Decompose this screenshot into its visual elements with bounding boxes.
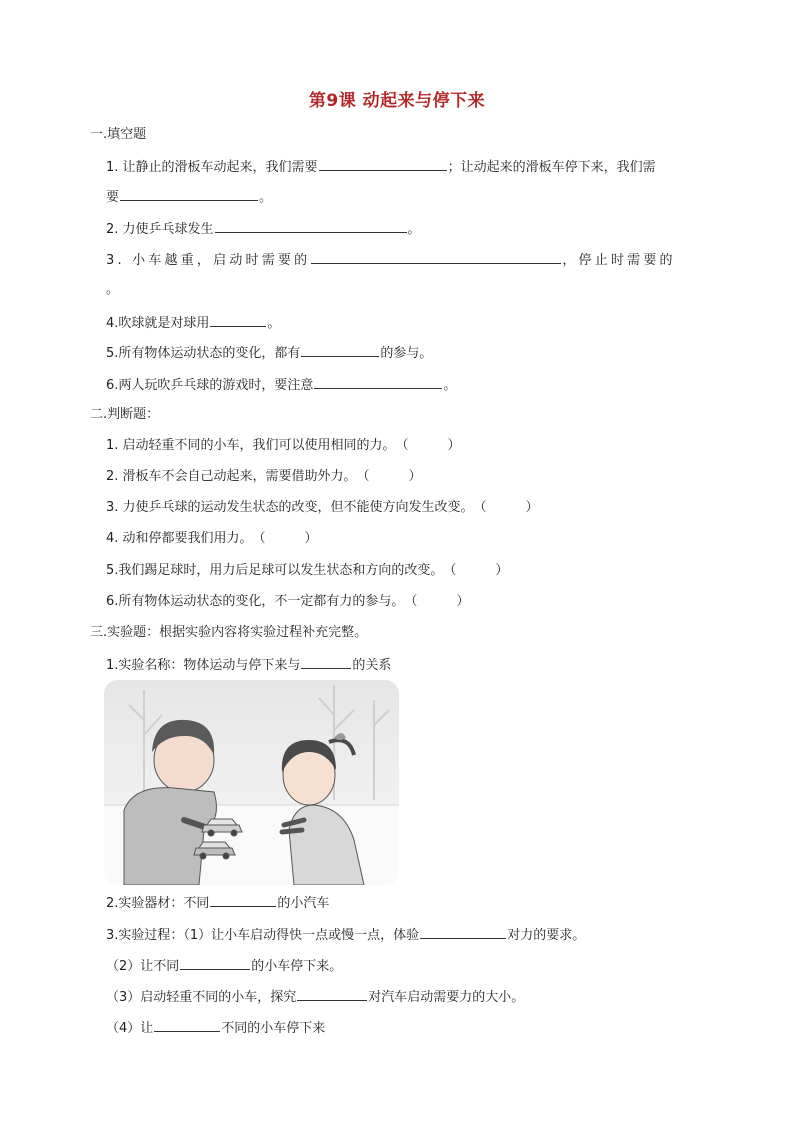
question-text: 5.所有物体运动状态的变化，都有	[106, 346, 301, 361]
question-text: 6.两人玩吹乒乓球的游戏时，要注意	[106, 378, 314, 393]
judge-text: 2. 滑板车不会自己动起来，需要借助外力。	[106, 469, 357, 484]
answer-blank[interactable]	[301, 655, 351, 669]
answer-blank[interactable]	[210, 893, 276, 907]
experiment-process-3	[106, 987, 524, 1007]
question-5	[106, 343, 432, 363]
judge-item	[106, 562, 508, 580]
question-text: 3.实验过程：（1）让小车启动得快一点或慢一点，体验	[106, 928, 420, 943]
question-1-continued	[106, 187, 272, 207]
question-text: 对汽车启动需要力的大小。	[368, 990, 525, 1005]
answer-blank[interactable]	[311, 250, 561, 264]
section-heading-experiment: 三.实验题：根据实验内容将实验过程补充完整。	[90, 625, 368, 640]
judge-item	[106, 530, 318, 548]
question-text: 的小汽车	[277, 896, 330, 911]
answer-blank[interactable]	[120, 187, 258, 201]
judge-item	[106, 499, 539, 517]
question-text: 4.吹球就是对球用	[106, 316, 210, 331]
answer-blank[interactable]	[314, 375, 442, 389]
answer-blank[interactable]	[420, 925, 506, 939]
question-text: 的关系	[352, 658, 392, 673]
section-heading-fill-blank: 一.填空题	[90, 127, 147, 142]
judge-text: 3. 力使乒乓球的运动发生状态的改变，但不能使方向发生改变。	[106, 500, 474, 515]
answer-parentheses[interactable]: （ ）	[473, 500, 539, 515]
question-number: 1.	[106, 160, 119, 175]
section-heading-true-false: 二.判断题：	[90, 407, 160, 422]
answer-blank[interactable]	[301, 343, 379, 357]
question-text: 对力的要求。	[507, 928, 586, 943]
question-text: 1.实验名称：物体运动与停下来与	[106, 658, 301, 673]
answer-parentheses[interactable]: （ ）	[395, 438, 461, 453]
answer-blank[interactable]	[297, 987, 367, 1001]
judge-text: 5.我们踢足球时，用力后足球可以发生状态和方向的改变。	[106, 563, 444, 578]
question-text: 。	[407, 222, 421, 237]
question-text: 的小车停下来。	[251, 959, 343, 974]
answer-blank[interactable]	[215, 219, 407, 233]
question-3	[106, 250, 676, 270]
experiment-process-1	[106, 925, 585, 945]
judge-item	[106, 593, 469, 611]
experiment-materials	[106, 893, 329, 913]
question-text: ，停止时需要的	[562, 253, 676, 268]
illustration-icon	[104, 680, 399, 885]
question-text: ；让动起来的滑板车停下来，我们需	[447, 160, 656, 175]
question-text: 不同的小车停下来	[221, 1021, 326, 1036]
question-text: 要	[106, 190, 120, 205]
experiment-process-2	[106, 956, 342, 976]
answer-blank[interactable]	[180, 956, 250, 970]
question-text: （4）让	[106, 1021, 154, 1036]
question-3-continued	[106, 281, 119, 299]
judge-text: 1. 启动轻重不同的小车，我们可以使用相同的力。	[106, 438, 396, 453]
question-1	[106, 157, 656, 177]
experiment-process-4	[106, 1018, 325, 1038]
answer-parentheses[interactable]: （ ）	[252, 531, 318, 546]
judge-text: 6.所有物体运动状态的变化，不一定都有力的参与。	[106, 594, 405, 609]
answer-blank[interactable]	[154, 1018, 220, 1032]
answer-blank[interactable]	[319, 157, 447, 171]
children-toy-cars-illustration	[104, 680, 399, 885]
answer-parentheses[interactable]: （ ）	[443, 563, 509, 578]
judge-item	[106, 437, 461, 455]
question-text: （3）启动轻重不同的小车，探究	[106, 990, 297, 1005]
answer-parentheses[interactable]: （ ）	[356, 469, 422, 484]
page-title: 第9课 动起来与停下来	[308, 91, 486, 111]
question-text: 。	[106, 282, 120, 297]
judge-text: 4. 动和停都要我们用力。	[106, 531, 253, 546]
question-text: 2. 力使乒乓球发生	[106, 222, 214, 237]
question-text: 2.实验器材：不同	[106, 896, 210, 911]
question-text: 。	[443, 378, 457, 393]
question-4	[106, 313, 280, 333]
judge-item	[106, 468, 422, 486]
question-text: 的参与。	[380, 346, 433, 361]
question-text: 。	[259, 190, 273, 205]
question-2	[106, 219, 421, 239]
question-text: 。	[267, 316, 281, 331]
question-text: （2）让不同	[106, 959, 180, 974]
question-text: 3. 小车越重，启动时需要的	[106, 253, 311, 268]
question-6	[106, 375, 456, 395]
experiment-name	[106, 655, 391, 675]
question-text: 让静止的滑板车动起来，我们需要	[122, 160, 318, 175]
answer-parentheses[interactable]: （ ）	[404, 594, 470, 609]
answer-blank[interactable]	[210, 313, 266, 327]
